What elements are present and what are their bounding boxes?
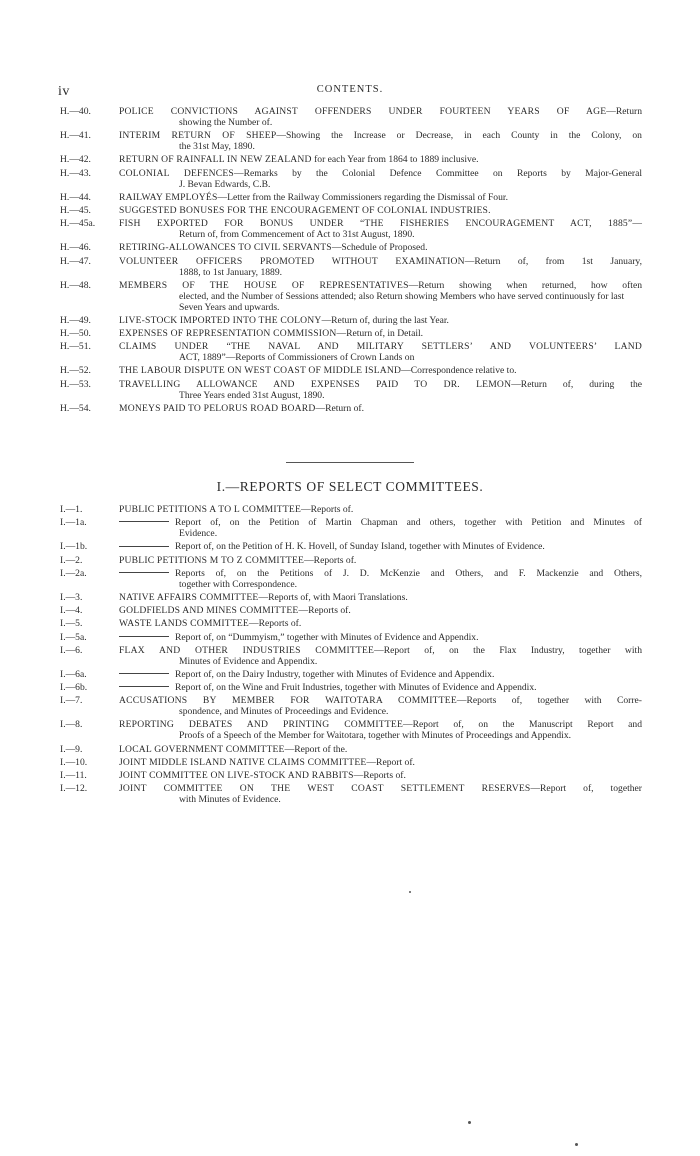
entry-body: [119, 192, 642, 203]
contents-entry: [60, 280, 642, 313]
contents-entry: [60, 783, 642, 805]
entry-continuation: Minutes of Evidence and Appendix.: [179, 655, 318, 667]
entry-code: I.—6b.: [60, 682, 88, 694]
entry-code: H.—50.: [60, 328, 91, 340]
entry-description: —Return: [606, 106, 642, 117]
entry-first-line: [119, 682, 642, 693]
entry-code: H.—51.: [60, 341, 91, 353]
contents-entry: [60, 242, 642, 253]
contents-entry: [60, 517, 642, 539]
entry-continuation: J. Bevan Edwards, C.B.: [179, 178, 271, 190]
ditto-dash: [119, 636, 169, 637]
entry-first-line: [119, 218, 642, 229]
entry-title: EXPENSES OF REPRESENTATION COMMISSION: [119, 328, 337, 340]
contents-entry: [60, 632, 642, 643]
entry-title: REPORTING DEBATES AND PRINTING COMMITTEE: [119, 719, 404, 731]
entry-code: I.—2.: [60, 554, 83, 566]
contents-entry: [60, 192, 642, 203]
ditto-dash: [119, 673, 169, 674]
entry-first-line: [119, 328, 642, 339]
entry-body: [119, 365, 642, 376]
entry-description: —Return of, from 1st January,: [464, 255, 642, 267]
entry-description: —Letter from the Railway Commissioners regarding the Dismissal of Four.: [217, 191, 508, 203]
entry-continuation: Return of, from Commencement of Act to 31st August, 1890.: [179, 229, 415, 241]
entry-first-line: [119, 192, 642, 203]
entry-description: —Reports of.: [248, 618, 302, 630]
entry-description: —: [632, 218, 642, 230]
entry-title: MONEYS PAID TO PELORUS ROAD BOARD: [119, 402, 316, 414]
entry-first-line: [119, 783, 642, 794]
contents-entry: [60, 744, 642, 755]
entry-description: Reports of, on the Petitions of J. D. McKenzie and Others, and F. Mackenzie and Others,: [175, 567, 642, 579]
entry-code: I.—10.: [60, 756, 88, 768]
entry-description: Report of, on the Petition of Martin Chapman and others, together with Petition and Minutes of: [175, 517, 642, 529]
entry-description: —Return of, during the: [511, 378, 643, 390]
entry-first-line: [119, 695, 642, 706]
entry-code: H.—40.: [60, 106, 91, 117]
entry-title: LIVE-STOCK IMPORTED INTO THE COLONY: [119, 314, 322, 326]
entry-code: I.—2a.: [60, 567, 87, 579]
entry-description: —Return showing when returned, how often: [408, 279, 642, 291]
entry-body: [119, 403, 642, 414]
entry-code: H.—54.: [60, 402, 91, 414]
entry-body: [119, 682, 642, 693]
entry-continuation: spondence, and Minutes of Proceedings and Evidence.: [179, 706, 389, 718]
entry-code: I.—6.: [60, 644, 83, 656]
ditto-dash: [119, 546, 169, 547]
contents-entry: [60, 328, 642, 339]
entry-body: [119, 517, 642, 539]
entry-title: INTERIM RETURN OF SHEEP: [119, 130, 277, 142]
entry-description: Report of, on the Dairy Industry, together with Minutes of Evidence and Appendix.: [175, 668, 495, 680]
entry-description: —Report of, on the Flax Industry, together with: [374, 644, 642, 656]
entry-first-line: [119, 106, 642, 117]
entry-code: H.—49.: [60, 314, 91, 326]
entry-continuation: showing the Number of.: [179, 117, 273, 128]
entry-title: RETURN OF RAINFALL IN NEW ZEALAND: [119, 154, 312, 166]
entry-code: H.—41.: [60, 130, 91, 142]
entry-first-line: [119, 645, 642, 656]
entry-first-line: [119, 744, 642, 755]
entry-body: [119, 568, 642, 590]
entry-body: [119, 783, 642, 805]
ditto-dash: [119, 686, 169, 687]
entry-code: I.—5a.: [60, 631, 87, 643]
section-divider: [286, 462, 414, 463]
entry-continuation: the 31st May, 1890.: [179, 141, 255, 153]
entry-code: H.—53.: [60, 378, 91, 390]
entry-first-line: [119, 555, 642, 566]
entry-title: THE LABOUR DISPUTE ON WEST COAST OF MIDDLE ISLAND: [119, 365, 402, 377]
entry-first-line: [119, 205, 642, 216]
entry-body: [119, 632, 642, 643]
entry-code: I.—9.: [60, 743, 83, 755]
contents-entry: [60, 403, 642, 414]
entry-first-line: [119, 632, 642, 643]
entry-description: Report of, on the Wine and Fruit Industries, together with Minutes of Evidence and Appendix.: [175, 682, 537, 694]
entry-first-line: [119, 154, 642, 165]
entry-body: [119, 555, 642, 566]
entry-first-line: [119, 242, 642, 253]
entry-description: —Correspondence relative to.: [401, 365, 517, 377]
entry-code: I.—8.: [60, 719, 83, 731]
entry-body: [119, 645, 642, 667]
entry-title: FLAX AND OTHER INDUSTRIES COMMITTEE: [119, 644, 375, 656]
entry-title: JOINT COMMITTEE ON THE WEST COAST SETTLEMENT RESERVES: [119, 783, 531, 795]
entry-body: [119, 256, 642, 278]
entry-title: GOLDFIELDS AND MINES COMMITTEE: [119, 605, 299, 617]
entry-code: I.—7.: [60, 695, 83, 707]
entry-body: [119, 379, 642, 401]
entry-body: [119, 168, 642, 190]
entry-title: SUGGESTED BONUSES FOR THE ENCOURAGEMENT OF COLONIAL INDUSTRIES.: [119, 204, 491, 216]
entry-body: [119, 205, 642, 216]
entry-description: Report of, on “Dummyism,” together with Minutes of Evidence and Appendix.: [175, 631, 479, 643]
contents-entry: [60, 568, 642, 590]
entry-code: I.—11.: [60, 770, 87, 781]
section-i-list: [60, 504, 642, 807]
entry-continuation: Proofs of a Speech of the Member for Waitotara, together with Minutes of Proceedings and Appendix.: [179, 730, 572, 742]
section-h-list: [60, 106, 642, 416]
contents-entry: [60, 555, 642, 566]
entry-first-line: [119, 517, 642, 528]
entry-body: [119, 695, 642, 717]
entry-first-line: [119, 669, 642, 680]
contents-entry: [60, 695, 642, 717]
speck-mark: [409, 891, 411, 893]
entry-first-line: [119, 568, 642, 579]
entry-title: POLICE CONVICTIONS AGAINST OFFENDERS UNDER FOURTEEN YEARS OF AGE: [119, 106, 607, 117]
entry-first-line: [119, 618, 642, 629]
entry-body: [119, 280, 642, 313]
contents-entry: [60, 256, 642, 278]
entry-description: —Reports of.: [353, 770, 406, 781]
entry-description: —Report of, together: [530, 783, 642, 795]
contents-entry: [60, 168, 642, 190]
entry-title: LOCAL GOVERNMENT COMMITTEE: [119, 743, 285, 755]
entry-code: H.—47.: [60, 255, 91, 267]
entry-title: VOLUNTEER OFFICERS PROMOTED WITHOUT EXAMINATION: [119, 255, 465, 267]
entry-body: [119, 504, 642, 515]
entry-code: I.—3.: [60, 591, 83, 603]
entry-first-line: [119, 341, 642, 352]
entry-code: I.—1a.: [60, 517, 87, 529]
entry-description: —Return of, during the last Year.: [321, 314, 449, 326]
contents-entry: [60, 205, 642, 216]
entry-description: —Reports of.: [301, 504, 354, 515]
entry-description: —Showing the Increase or Decrease, in each County in the Colony, on: [276, 130, 642, 142]
contents-entry: [60, 605, 642, 616]
entry-code: I.—1b.: [60, 541, 88, 553]
entry-body: [119, 744, 642, 755]
entry-code: H.—52.: [60, 365, 91, 377]
entry-description: —Report of.: [366, 756, 415, 768]
entry-continuation: Evidence.: [179, 528, 218, 540]
entry-title: RAILWAY EMPLOYÉS: [119, 191, 218, 203]
entry-code: H.—43.: [60, 167, 91, 179]
entry-description: —Reports of.: [304, 554, 357, 566]
contents-entry: [60, 379, 642, 401]
contents-entry: [60, 541, 642, 552]
ditto-dash: [119, 572, 169, 573]
contents-entry: [60, 645, 642, 667]
entry-description: —Reports of, together with Corre-: [456, 695, 642, 707]
entry-code: I.—6a.: [60, 668, 87, 680]
entry-continuation: together with Correspondence.: [179, 578, 298, 590]
contents-entry: [60, 618, 642, 629]
entry-continuation: with Minutes of Evidence.: [179, 794, 281, 806]
entry-body: [119, 341, 642, 363]
entry-first-line: [119, 504, 642, 515]
entry-description: —Report of the.: [284, 743, 348, 755]
entry-continuation: Three Years ended 31st August, 1890.: [179, 389, 325, 401]
contents-entry: [60, 682, 642, 693]
entry-title: FISH EXPORTED FOR BONUS UNDER “THE FISHERIES ENCOURAGEMENT ACT, 1885”: [119, 218, 633, 230]
entry-description: —Report of, on the Manuscript Report and: [403, 719, 642, 731]
entry-body: [119, 130, 642, 152]
entry-body: [119, 757, 642, 768]
entry-body: [119, 106, 642, 128]
entry-description: —Return of.: [315, 402, 364, 414]
contents-entry: [60, 154, 642, 165]
entry-first-line: [119, 379, 642, 390]
entry-title: NATIVE AFFAIRS COMMITTEE: [119, 591, 259, 603]
entry-title: RETIRING-ALLOWANCES TO CIVIL SERVANTS: [119, 242, 332, 254]
speck-mark: [468, 1121, 471, 1124]
contents-entry: [60, 365, 642, 376]
entry-title: CLAIMS UNDER “THE NAVAL AND MILITARY SETTLERS’ AND VOLUNTEERS’ LAND: [119, 341, 642, 353]
entry-body: [119, 242, 642, 253]
entry-first-line: [119, 130, 642, 141]
contents-entry: [60, 757, 642, 768]
entry-title: WASTE LANDS COMMITTEE: [119, 618, 249, 630]
entry-body: [119, 315, 642, 326]
entry-title: JOINT MIDDLE ISLAND NATIVE CLAIMS COMMITTEE: [119, 756, 367, 768]
contents-entry: [60, 592, 642, 603]
entry-body: [119, 154, 642, 165]
contents-entry: [60, 218, 642, 240]
entry-description: Report of, on the Petition of H. K. Hovell, of Sunday Island, together with Minutes of Evidence.: [175, 541, 545, 553]
contents-entry: [60, 341, 642, 363]
entry-code: I.—4.: [60, 605, 83, 617]
entry-body: [119, 218, 642, 240]
entry-title: MEMBERS OF THE HOUSE OF REPRESENTATIVES: [119, 279, 409, 291]
section-i-heading: I.—REPORTS OF SELECT COMMITTEES.: [216, 479, 484, 494]
entry-body: [119, 618, 642, 629]
contents-entry: [60, 669, 642, 680]
entry-code: H.—44.: [60, 191, 91, 203]
contents-entry: [60, 719, 642, 741]
entry-first-line: [119, 605, 642, 616]
entry-code: H.—45.: [60, 204, 91, 216]
entry-first-line: [119, 168, 642, 179]
entry-code: H.—45a.: [60, 218, 96, 230]
contents-entry: [60, 315, 642, 326]
entry-first-line: [119, 403, 642, 414]
entry-first-line: [119, 592, 642, 603]
entry-description: for each Year from 1864 to 1889 inclusive.: [311, 154, 479, 166]
entry-code: I.—5.: [60, 618, 83, 630]
entry-body: [119, 719, 642, 741]
contents-entry: [60, 106, 642, 128]
entry-description: —Schedule of Proposed.: [331, 242, 428, 254]
entry-code: H.—46.: [60, 242, 91, 254]
entry-title: PUBLIC PETITIONS A TO L COMMITTEE: [119, 504, 302, 515]
entry-description: —Return of, in Detail.: [336, 328, 424, 340]
ditto-dash: [119, 521, 169, 522]
entry-code: H.—48.: [60, 279, 91, 291]
entry-code: H.—42.: [60, 154, 91, 166]
entry-title: TRAVELLING ALLOWANCE AND EXPENSES PAID TO DR. LEMON: [119, 378, 512, 390]
entry-first-line: [119, 280, 642, 291]
contents-entry: [60, 130, 642, 152]
entry-first-line: [119, 365, 642, 376]
entry-first-line: [119, 315, 642, 326]
entry-first-line: [119, 719, 642, 730]
entry-body: [119, 541, 642, 552]
entry-first-line: [119, 757, 642, 768]
entry-continuation: elected, and the Number of Sessions attended; also Return showing Members who have served continuously for last Seven Years and upwards.: [179, 290, 625, 313]
entry-body: [119, 770, 642, 781]
entry-body: [119, 328, 642, 339]
entry-title: PUBLIC PETITIONS M TO Z COMMITTEE: [119, 554, 305, 566]
entry-continuation: ACT, 1889”—Reports of Commissioners of Crown Lands on: [179, 352, 415, 364]
entry-body: [119, 669, 642, 680]
speck-mark: [575, 1143, 578, 1146]
entry-body: [119, 605, 642, 616]
entry-first-line: [119, 770, 642, 781]
entry-title: JOINT COMMITTEE ON LIVE-STOCK AND RABBITS: [119, 770, 354, 781]
entry-description: —Reports of, with Maori Translations.: [258, 591, 408, 603]
entry-title: ACCUSATIONS BY MEMBER FOR WAITOTARA COMMITTEE: [119, 695, 457, 707]
contents-entry: [60, 770, 642, 781]
entry-description: —Reports of.: [298, 605, 351, 617]
running-head: CONTENTS.: [316, 84, 384, 95]
entry-title: COLONIAL DEFENCES: [119, 167, 234, 179]
entry-first-line: [119, 541, 642, 552]
contents-entry: [60, 504, 642, 515]
entry-body: [119, 592, 642, 603]
page-number: iv: [58, 84, 70, 99]
entry-code: I.—1.: [60, 504, 83, 515]
entry-first-line: [119, 256, 642, 267]
entry-continuation: 1888, to 1st January, 1889.: [179, 266, 283, 278]
entry-code: I.—12.: [60, 783, 88, 795]
entry-description: —Remarks by the Colonial Defence Committee on Reports by Major-General: [233, 167, 642, 179]
